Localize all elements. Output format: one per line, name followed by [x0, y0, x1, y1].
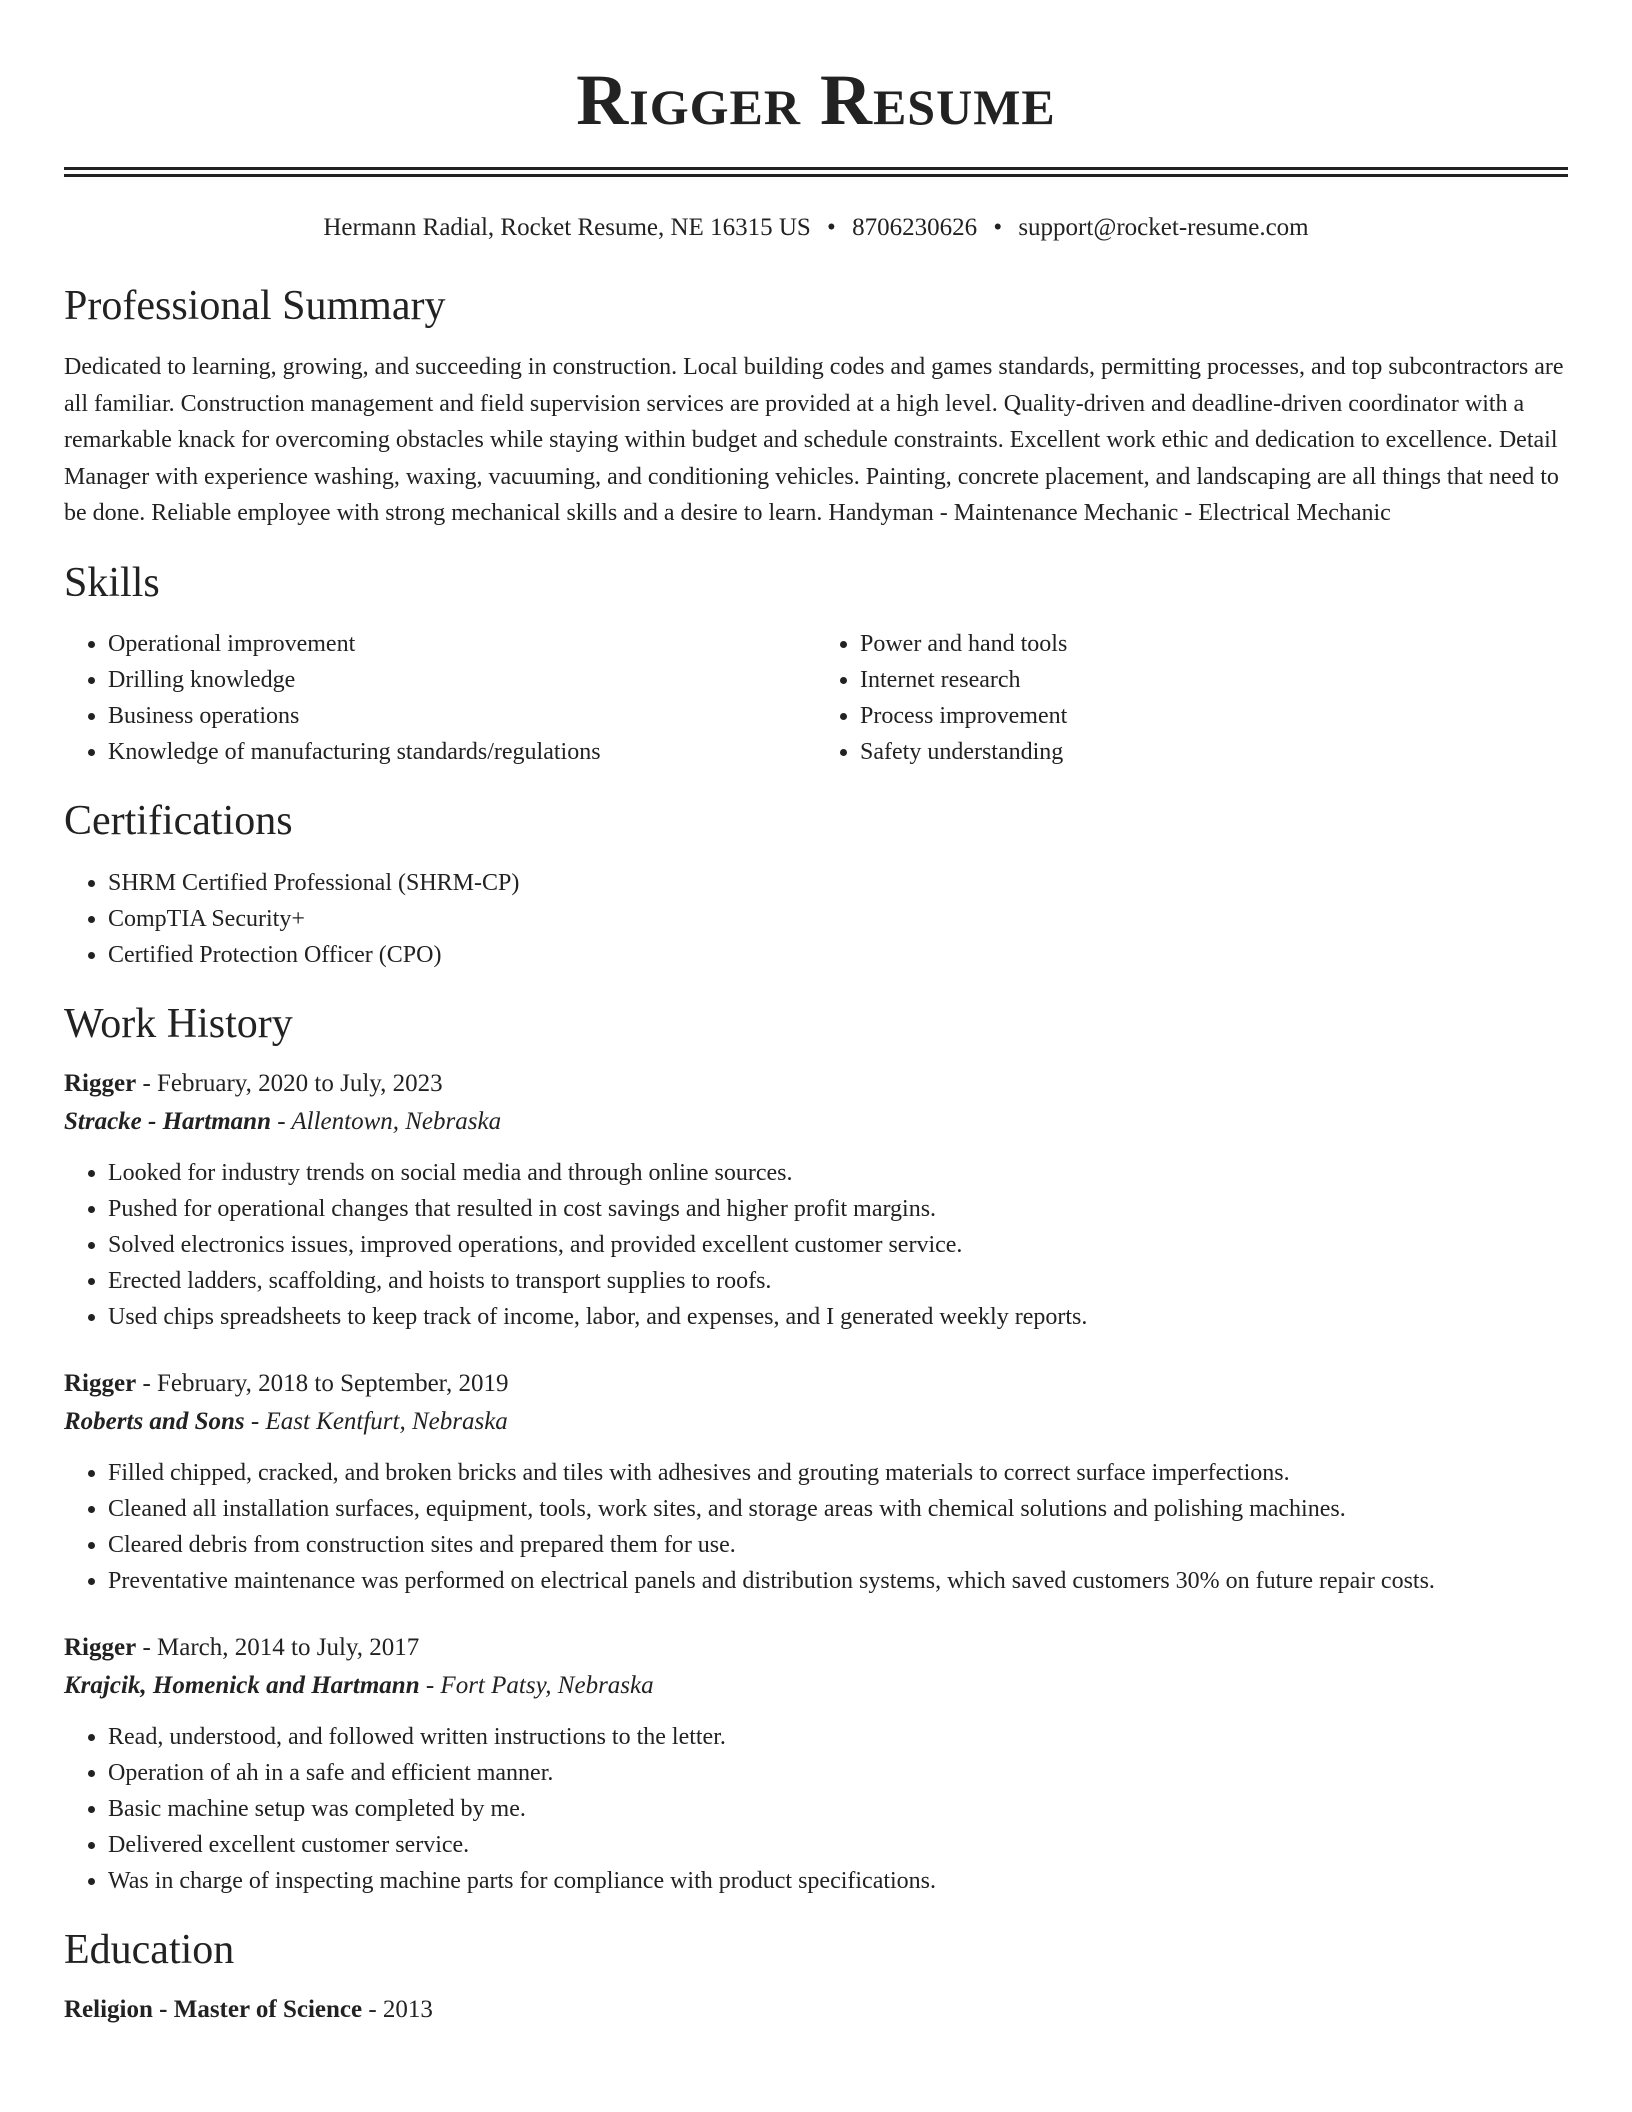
job-bullet: • Read, understood, and followed written instructions to the letter. [108, 1719, 1568, 1755]
skill-item: • Safety understanding [860, 734, 1568, 770]
job-bullets [64, 1719, 1568, 1899]
job-title: Rigger [64, 1070, 137, 1098]
education-entry: Religion - Master of Science - 2013 [64, 1996, 433, 2024]
job-bullet: • Cleared debris from construction sites and prepared them for use. [108, 1527, 1568, 1563]
certification-item: • Certified Protection Officer (CPO) [108, 937, 1568, 973]
work-history-heading: Work History [64, 1000, 293, 1047]
contact-phone: 8706230626 [852, 214, 978, 241]
job-company-line [64, 1667, 1568, 1705]
job-title: Rigger [64, 1634, 137, 1662]
job-location: - Allentown, Nebraska [270, 1108, 502, 1136]
job-company: Stracke - Hartmann [64, 1108, 271, 1136]
job-company-line [64, 1403, 1568, 1441]
title-double-rule [64, 167, 1568, 177]
contact-separator: • [993, 214, 1003, 241]
skills-heading: Skills [64, 559, 160, 606]
job-bullets [64, 1455, 1568, 1599]
skill-item: • Power and hand tools [860, 626, 1568, 662]
job-dates: - March, 2014 to July, 2017 [136, 1634, 420, 1662]
skill-item: • Business operations [108, 698, 816, 734]
contact-address: Hermann Radial, Rocket Resume, NE 16315 US [323, 214, 811, 241]
contact-email: support@rocket-resume.com [1018, 214, 1309, 241]
job-entry [64, 1629, 1568, 1899]
certification-item: • CompTIA Security+ [108, 901, 1568, 937]
education-year: 2013 [382, 1996, 433, 2024]
job-bullet: • Erected ladders, scaffolding, and hoists to transport supplies to roofs. [108, 1263, 1568, 1299]
contact-separator: • [827, 214, 836, 241]
job-bullet: • Pushed for operational changes that resulted in cost savings and higher profit margins. [108, 1191, 1568, 1227]
skills-list-left [64, 626, 816, 770]
skill-item: • Internet research [860, 662, 1568, 698]
summary-text: Dedicated to learning, growing, and succeeding in construction. Local building codes and games standards, permitting processes, and top subcontractors are all familiar. Construction management and field supervision services are provided at a high level. Quality-driven and deadline-driven coordinator with a remarkable knack for overcoming obstacles while staying within budget and schedule constraints. Excellent work ethic and dedication to excellence. Detail Manager with experience washing, waxing, vacuuming, and conditioning vehicles. Painting, concrete placement, and landscaping are all things that need to be done. Reliable employee with strong mechanical skills and a desire to learn. Handyman - Maintenance Mechanic - Electrical Mechanic [64, 354, 1564, 527]
job-bullet: • Used chips spreadsheets to keep track of income, labor, and expenses, and I generated weekly reports. [108, 1299, 1568, 1335]
contact-line [64, 213, 1568, 243]
job-location: - East Kentfurt, Nebraska [244, 1408, 508, 1436]
job-company-line [64, 1103, 1568, 1141]
education-degree: Master of Science [173, 1996, 363, 2024]
job-location: - Fort Patsy, Nebraska [419, 1672, 654, 1700]
certification-item: • SHRM Certified Professional (SHRM-CP) [108, 865, 1568, 901]
certifications-heading: Certifications [64, 798, 293, 845]
education-heading: Education [64, 1927, 235, 1974]
job-bullet: • Operation of ah in a safe and efficient manner. [108, 1755, 1568, 1791]
job-title: Rigger [64, 1370, 137, 1398]
job-bullet: • Cleaned all installation surfaces, equipment, tools, work sites, and storage areas with chemical solutions and polishing machines. [108, 1491, 1568, 1527]
job-company: Roberts and Sons [64, 1408, 245, 1436]
skill-item: • Process improvement [860, 698, 1568, 734]
skill-item: • Drilling knowledge [108, 662, 816, 698]
skill-item: • Operational improvement [108, 626, 816, 662]
job-dates: - February, 2020 to July, 2023 [136, 1070, 443, 1098]
job-bullet: • Basic machine setup was completed by me. [108, 1791, 1568, 1827]
job-bullet: • Filled chipped, cracked, and broken bricks and tiles with adhesives and grouting materials to correct surface imperfections. [108, 1455, 1568, 1491]
certifications-list [64, 865, 1568, 973]
job-title-line [64, 1365, 1568, 1403]
job-bullet: • Solved electronics issues, improved operations, and provided excellent customer service. [108, 1227, 1568, 1263]
job-bullet: • Delivered excellent customer service. [108, 1827, 1568, 1863]
skill-item: • Knowledge of manufacturing standards/regulations [108, 734, 816, 770]
job-bullets [64, 1155, 1568, 1335]
job-entry [64, 1065, 1568, 1335]
job-bullet: • Looked for industry trends on social media and through online sources. [108, 1155, 1568, 1191]
job-company: Krajcik, Homenick and Hartmann [64, 1672, 420, 1700]
job-title-line [64, 1065, 1568, 1103]
job-bullet: • Preventative maintenance was performed on electrical panels and distribution systems, which saved customers 30% on future repair costs. [108, 1563, 1568, 1599]
job-dates: - February, 2018 to September, 2019 [136, 1370, 509, 1398]
skills-list-right [816, 626, 1568, 770]
skills-columns [64, 626, 1568, 770]
education-field: Religion [64, 1996, 153, 2024]
resume-title: Rigger Resume [576, 60, 1056, 140]
job-bullet: • Was in charge of inspecting machine parts for compliance with product specifications. [108, 1863, 1568, 1899]
summary-heading: Professional Summary [64, 283, 446, 329]
job-title-line [64, 1629, 1568, 1667]
job-entry [64, 1365, 1568, 1599]
